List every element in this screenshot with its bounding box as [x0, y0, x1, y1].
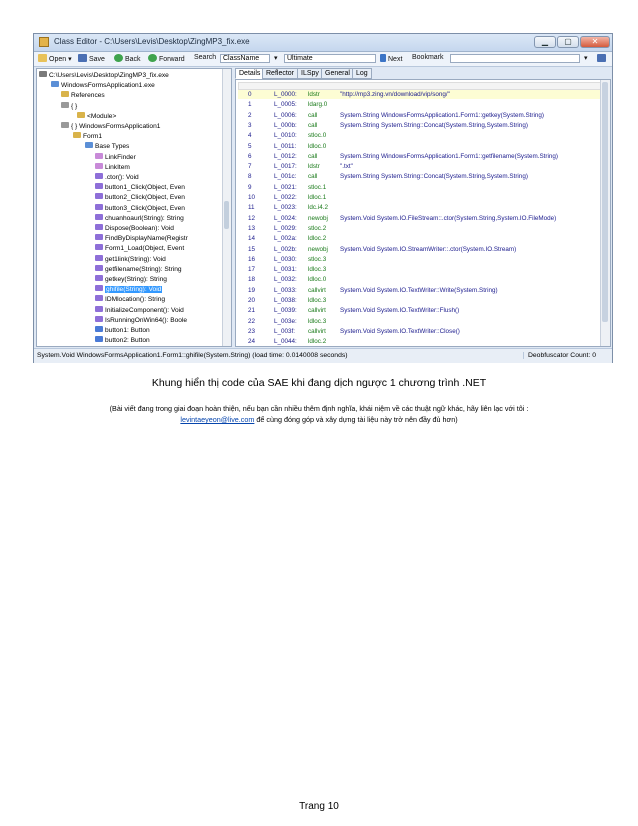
forward-arrow-icon: [148, 54, 157, 62]
code-label: L_0017:: [274, 163, 297, 171]
code-label: L_0022:: [274, 194, 297, 201]
toolbar: [34, 52, 612, 67]
code-opcode: ldloc.1: [308, 194, 327, 201]
tree-node-label: IsRunningOnWin64(): Boole: [105, 316, 188, 324]
back-button[interactable]: Back: [114, 54, 141, 63]
code-index: 6: [248, 152, 252, 160]
code-label: L_0029:: [274, 224, 297, 232]
code-opcode: ldloc.3: [308, 266, 327, 274]
figure-caption: Khung hiển thị code của SAE khi đang dịch ngược 1 chương trình .NET: [151, 377, 487, 389]
code-index: 13: [248, 224, 256, 232]
code-label: L_0010:: [274, 132, 297, 140]
tree-node[interactable]: [95, 255, 166, 265]
tree-node[interactable]: [95, 295, 165, 305]
tree-node[interactable]: [95, 265, 182, 275]
tree-node-icon: [95, 224, 103, 230]
code-row[interactable]: [236, 255, 600, 264]
code-opcode: callvirt: [308, 327, 326, 335]
code-label: L_000b:: [274, 121, 297, 129]
code-label: L_0030:: [274, 255, 297, 263]
search-mode-dropdown-icon[interactable]: ▾: [274, 55, 278, 62]
tree-node-icon: [39, 71, 47, 77]
status-method: System.Void WindowsFormsApplication1.Form1::ghifile(System.String) (load time: 0.0140008 seconds): [37, 352, 348, 359]
code-row[interactable]: [236, 203, 600, 212]
search-mode-combo[interactable]: Ultimate: [284, 54, 376, 63]
code-label: L_0012:: [274, 152, 297, 160]
code-operand: System.Void System.IO.StreamWriter::.ctor(System.IO.Stream): [340, 245, 517, 253]
code-label: L_0044:: [274, 338, 297, 346]
tree-node-icon: [95, 214, 103, 220]
code-index: 21: [248, 307, 256, 315]
code-row[interactable]: [236, 224, 600, 233]
tree-node[interactable]: [61, 102, 77, 112]
code-row[interactable]: [236, 183, 600, 192]
tree-node-label: FindByDisplayName(Registr: [105, 235, 188, 243]
tree-node[interactable]: [95, 244, 184, 254]
note-text-end: để cùng đóng góp và xây dựng tài liệu này trở nên đầy đủ hơn): [254, 415, 458, 424]
tree-node[interactable]: [95, 224, 174, 234]
code-opcode: ldstr: [308, 163, 320, 171]
code-index: 16: [248, 255, 256, 263]
code-opcode: ldloc.2: [308, 338, 327, 346]
code-row[interactable]: [236, 317, 600, 326]
tree-node-label: get1link(String): Void: [105, 255, 166, 263]
code-operand: System.Void System.IO.TextWriter::Write(System.String): [340, 286, 498, 294]
author-note: [40, 403, 598, 425]
code-opcode: call: [308, 152, 318, 160]
code-index: 15: [248, 245, 256, 253]
tree-node-label: LinkFinder: [105, 153, 136, 161]
code-index: 12: [248, 214, 256, 222]
code-opcode: call: [308, 111, 318, 119]
tree-node-icon: [95, 275, 103, 281]
tree-node[interactable]: [95, 173, 139, 183]
code-row[interactable]: [236, 193, 600, 202]
tree-scroll-thumb[interactable]: [224, 201, 229, 229]
code-opcode: call: [308, 121, 318, 129]
code-row[interactable]: [236, 306, 600, 315]
tree-node-icon: [95, 265, 103, 271]
tab-reflector[interactable]: Reflector: [262, 68, 298, 79]
code-row[interactable]: [236, 90, 600, 99]
code-operand: System.String System.String::Concat(System.String,System.String): [340, 173, 528, 181]
code-scroll-thumb[interactable]: [602, 82, 608, 322]
code-opcode: call: [308, 173, 318, 181]
tree-node[interactable]: [95, 326, 150, 336]
code-label: L_0005:: [274, 101, 297, 109]
tree-node[interactable]: [95, 214, 184, 224]
code-opcode: ldloc.2: [308, 235, 327, 243]
code-label: L_0006:: [274, 111, 297, 119]
tree-node-label: button2_Click(Object, Even: [105, 194, 185, 202]
tree-node-label: WindowsFormsApplication1.exe: [61, 82, 155, 90]
back-arrow-icon: [114, 54, 123, 62]
bookmark-combo[interactable]: [450, 54, 580, 63]
code-label: L_0024:: [274, 214, 297, 222]
tree-node[interactable]: [61, 91, 105, 101]
email-link[interactable]: levintaeyeon@live.com: [180, 415, 255, 424]
code-row[interactable]: [236, 275, 600, 284]
tree-node[interactable]: [95, 153, 136, 163]
code-label: L_003e:: [274, 317, 297, 325]
tree-node[interactable]: [95, 316, 187, 326]
tree-node[interactable]: [95, 234, 188, 244]
save-icon: [78, 54, 87, 62]
code-index: 8: [248, 173, 252, 181]
code-opcode: ldloc.0: [308, 142, 327, 150]
code-label: L_0033:: [274, 286, 297, 294]
tree-node-icon: [61, 91, 69, 97]
code-label: L_0000:: [274, 91, 297, 98]
tree-node[interactable]: [95, 204, 185, 214]
code-label: L_0038:: [274, 297, 297, 304]
code-row[interactable]: [236, 214, 600, 223]
code-operand: System.Void System.IO.FileStream::.ctor(System.String,System.IO.FileMode): [340, 214, 557, 222]
tree-node[interactable]: [77, 112, 116, 122]
tree-node-label: chuanhoaurl(String): String: [105, 214, 184, 222]
code-row[interactable]: [236, 162, 600, 171]
code-index: 9: [248, 183, 252, 191]
tree-node-icon: [95, 326, 103, 332]
code-row[interactable]: [236, 337, 600, 346]
tree-node[interactable]: [95, 306, 184, 316]
bookmark-label: Bookmark: [412, 54, 444, 61]
tab-details[interactable]: Details: [235, 68, 264, 79]
code-opcode: stloc.0: [308, 132, 327, 140]
tree-node-icon: [95, 234, 103, 240]
tree-node-icon: [95, 163, 103, 169]
code-opcode: callvirt: [308, 307, 326, 315]
tree-node-label: InitializeComponent(): Void: [105, 306, 184, 314]
code-index: 1: [248, 101, 252, 109]
code-operand: System.String System.String::Concat(System.String,System.String): [340, 121, 528, 129]
code-operand: System.Void System.IO.TextWriter::Flush(): [340, 307, 460, 315]
maximize-button[interactable]: ▢: [557, 36, 579, 48]
code-row[interactable]: [236, 265, 600, 274]
code-row[interactable]: [236, 131, 600, 140]
code-label: L_0031:: [274, 266, 297, 274]
close-button[interactable]: ✕: [580, 36, 610, 48]
code-index: 5: [248, 142, 252, 150]
window-title: Class Editor - C:\Users\Levis\Desktop\ZingMP3_fix.exe: [54, 37, 250, 46]
page-number: Trang 10: [299, 801, 339, 812]
tree-node-label: .ctor(): Void: [105, 174, 139, 181]
tree-node-icon: [85, 142, 93, 148]
tree-node-icon: [61, 102, 69, 108]
code-index: 11: [248, 204, 255, 212]
tree-node-label: getfilename(String): String: [105, 265, 182, 273]
save-button[interactable]: Save: [78, 54, 105, 63]
tree-scrollbar[interactable]: [222, 69, 231, 346]
code-index: 19: [248, 286, 256, 294]
tree-node-label: ghifile(String): Void: [106, 286, 162, 294]
tree-node-label: LinkItem: [105, 163, 130, 171]
tree-node-label: C:\Users\Levis\Desktop\ZingMP3_fix.exe: [49, 72, 169, 79]
tree-node-label: Base Types: [95, 143, 130, 151]
code-index: 0: [248, 91, 252, 98]
code-opcode: stloc.1: [308, 183, 327, 191]
code-index: 2: [248, 111, 252, 119]
code-opcode: stloc.3: [308, 255, 327, 263]
code-operand: ".txt": [340, 163, 353, 171]
tree-node-icon: [95, 173, 103, 179]
code-index: 7: [248, 163, 252, 171]
tree-node[interactable]: [95, 193, 185, 203]
tree-node-label: button1: Button: [105, 327, 150, 334]
tree-node[interactable]: [95, 163, 130, 173]
tree-node-label: getkey(String): String: [105, 276, 167, 283]
tree-node[interactable]: [95, 183, 185, 193]
title-bar: [34, 34, 612, 52]
code-row[interactable]: [236, 245, 600, 254]
code-label: L_002a:: [274, 235, 297, 243]
tree-node-icon: [95, 153, 103, 159]
bookmark-dropdown-icon[interactable]: ▾: [584, 55, 588, 62]
code-operand: System.Void System.IO.TextWriter::Close(): [340, 327, 460, 335]
tree-node[interactable]: [39, 71, 169, 81]
code-index: 18: [248, 276, 256, 284]
code-label: L_0023:: [274, 204, 297, 212]
tree-node-label: <Module>: [87, 112, 117, 120]
code-row[interactable]: [236, 327, 600, 336]
tree-node-icon: [95, 244, 103, 250]
class-tree[interactable]: [36, 68, 232, 347]
code-row[interactable]: [236, 172, 600, 181]
code-label: L_0039:: [274, 307, 297, 315]
code-row[interactable]: [236, 100, 600, 109]
forward-button[interactable]: Forward: [148, 54, 185, 63]
tab-general[interactable]: General: [321, 68, 354, 79]
tree-node-icon: [95, 183, 103, 189]
tree-node-icon: [77, 112, 85, 118]
status-bar: [34, 348, 612, 363]
status-deobfuscator-count: Deobfuscator Count: 0: [523, 352, 596, 359]
tree-node[interactable]: [95, 346, 150, 347]
tree-node-icon: [95, 255, 103, 261]
code-index: 4: [248, 132, 252, 140]
code-index: 10: [248, 194, 256, 201]
code-scrollbar[interactable]: [600, 80, 610, 346]
tree-node-icon: [95, 285, 103, 291]
tab-log[interactable]: Log: [352, 68, 372, 79]
minimize-button[interactable]: ▁: [534, 36, 556, 48]
tree-node-label: { }: [71, 102, 78, 110]
code-row[interactable]: [236, 152, 600, 161]
tree-node-label: Dispose(Boolean): Void: [105, 225, 174, 232]
code-opcode: ldloc.3: [308, 317, 327, 325]
tree-node[interactable]: [73, 132, 102, 142]
tree-node-icon: [95, 204, 103, 210]
code-opcode: ldc.i4.2: [308, 204, 328, 212]
tree-node-label: button2: Button: [105, 337, 150, 345]
code-label: L_001c:: [274, 173, 297, 181]
code-row[interactable]: [236, 286, 600, 295]
code-label: L_0011:: [274, 142, 297, 150]
folder-icon: [38, 54, 47, 62]
code-operand: "http://mp3.zing.vn/download/vip/song/": [340, 91, 450, 98]
tree-node-icon: [95, 316, 103, 322]
code-opcode: ldstr: [308, 91, 320, 98]
code-index: 14: [248, 235, 256, 243]
code-opcode: ldloc.0: [308, 276, 327, 284]
code-row[interactable]: [236, 142, 600, 151]
screenshot-window: [33, 33, 613, 363]
code-opcode: callvirt: [308, 286, 326, 294]
code-opcode: newobj: [308, 214, 328, 222]
tree-node-label: Form1: [83, 133, 103, 141]
code-opcode: ldarg.0: [308, 101, 328, 109]
search-label: Search: [194, 54, 217, 61]
next-icon: [380, 54, 386, 62]
tree-node[interactable]: [61, 122, 160, 132]
tree-node-icon: [51, 81, 59, 87]
tree-node-icon: [73, 132, 81, 138]
code-operand: System.String WindowsFormsApplication1.Form1::getfilename(System.String): [340, 152, 559, 160]
code-label: L_0032:: [274, 276, 297, 284]
code-row[interactable]: [236, 121, 600, 130]
tree-node-icon: [61, 122, 69, 128]
code-opcode: stloc.2: [308, 224, 327, 232]
code-index: 23: [248, 327, 256, 335]
open-button[interactable]: Open ▾: [38, 54, 72, 63]
tree-node-icon: [95, 346, 103, 347]
tab-ilspy[interactable]: ILSpy: [297, 68, 323, 79]
app-icon: [39, 37, 49, 47]
code-index: 24: [248, 338, 256, 346]
tree-node[interactable]: [51, 81, 155, 91]
tree-node-label: IDMlocation(): String: [105, 296, 166, 304]
code-row[interactable]: [236, 296, 600, 305]
code-index: 22: [248, 317, 256, 325]
tree-node-label: { } WindowsFormsApplication1: [71, 123, 161, 130]
code-label: L_002b:: [274, 245, 297, 253]
tree-node[interactable]: [95, 275, 167, 285]
code-row[interactable]: [236, 111, 600, 120]
code-operand: System.String WindowsFormsApplication1.Form1::getkey(System.String): [340, 111, 545, 119]
tree-node[interactable]: [95, 336, 150, 346]
code-index: 17: [248, 266, 256, 274]
code-row[interactable]: [236, 234, 600, 243]
search-field-combo[interactable]: ClassName: [220, 54, 270, 63]
tree-node[interactable]: [85, 142, 129, 152]
code-opcode: ldloc.3: [308, 297, 327, 304]
code-label: L_0021:: [274, 183, 297, 191]
tree-node-label: button1_Click(Object, Even: [105, 184, 185, 192]
code-grid-header: [238, 82, 602, 90]
code-index: 20: [248, 297, 256, 304]
tree-node[interactable]: [95, 285, 162, 295]
code-label: L_003f:: [274, 327, 296, 335]
tree-node-label: button3_Click(Object, Even: [105, 204, 185, 212]
note-text: (Bài viết đang trong giai đoạn hoàn thiện, nếu bạn cần nhiều thêm định nghĩa, khái niệm về các thuật ngữ khác, hãy liên lạc với tôi :: [109, 404, 529, 413]
tree-node-icon: [95, 193, 103, 199]
next-button[interactable]: Next: [380, 54, 402, 63]
code-index: 3: [248, 121, 252, 129]
tree-node-icon: [95, 306, 103, 312]
tree-node-icon: [95, 336, 103, 342]
il-code-grid[interactable]: [235, 79, 611, 347]
bookmark-save-icon[interactable]: [597, 54, 608, 63]
tree-node-label: References: [71, 92, 105, 100]
tree-node-icon: [95, 295, 103, 301]
code-opcode: newobj: [308, 245, 328, 253]
tree-node-label: Form1_Load(Object, Event: [105, 245, 185, 253]
